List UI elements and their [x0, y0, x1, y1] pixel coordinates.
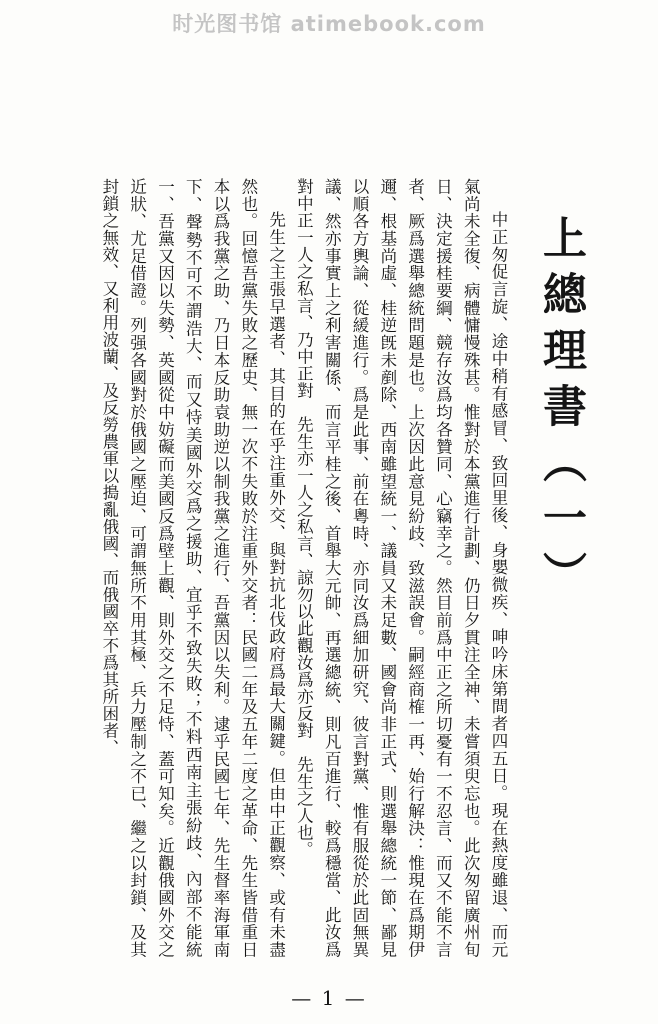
paragraph-1: 中正匆促言旋、途中稍有感冒、致回里後、身嬰微疾、呻吟床第間者四五日。現在熱度雖退、而元氣尚未全復、病體慵慢殊甚。惟對於本黨進行計劃、仍日夕貫注全神、未嘗須臾忘也。此次匆留廣州旬日、決定援桂要綱、競存汝爲均各贊同、心竊幸之。然目前爲中正之所切憂有一不忍言、而又不能不言者、厥爲選舉總統問題是也。上次因此意見紛歧、致滋誤會。嗣經商榷一再、始行解決：惟現在爲期伊邇、根基尚虛、桂逆旣未剷除、西南雖望統一、議員又未足數、國會尚非正式、則選舉總統一節、鄙見以順各方輿論、從緩進行。爲是此事、前在粵時、亦同汝爲細加研究、彼言對黨、惟有服從於此固無異議、然亦事實上之利害關係、而言平桂之後、首舉大元帥、再選總統、則凡百進行、較爲穩當、此汝爲對中正一人之私言、乃中正對 先生亦一人之私言、諒勿以此觀汝爲亦反對 先生之人也。 [294, 178, 508, 958]
body-text [52, 178, 512, 958]
paragraph-2: 先生之主張早選者、其目的在乎注重外交、與對抗北伐政府爲最大關鍵。但由中正觀察、或有未盡然也。回憶吾黨失敗之歷史、無一次不失敗於注重外交者：民國二年及五年二度之革命、先生皆借重日本以爲我黨之助、乃日本反助袁助逆以制我黨之進行、吾黨因以失利。逮乎民國七年、先生督率海軍南下、聲勢不可不謂浩大、而又恃美國外交爲之援助、宜乎不致失敗；不料西南主張紛歧、內部不能統一、吾黨又因以失勢、英國從中妨礙而美國反爲壁上觀、則外交之不足恃、蓋可知矣。近觀俄國外交之近狀、尤足借證。列强各國對於俄國之壓迫、可謂無所不用其極、兵力壓制之不已、繼之以封鎖、及其封鎖之無效、又利用波蘭、及反勞農軍以搗亂俄國、而俄國卒不爲其所困者、 [99, 178, 286, 958]
page-title: 上總理書（一） [535, 215, 586, 607]
watermark: 时光图书馆 atimebook.com [172, 12, 486, 36]
page-number: — 1 — [291, 986, 367, 1010]
